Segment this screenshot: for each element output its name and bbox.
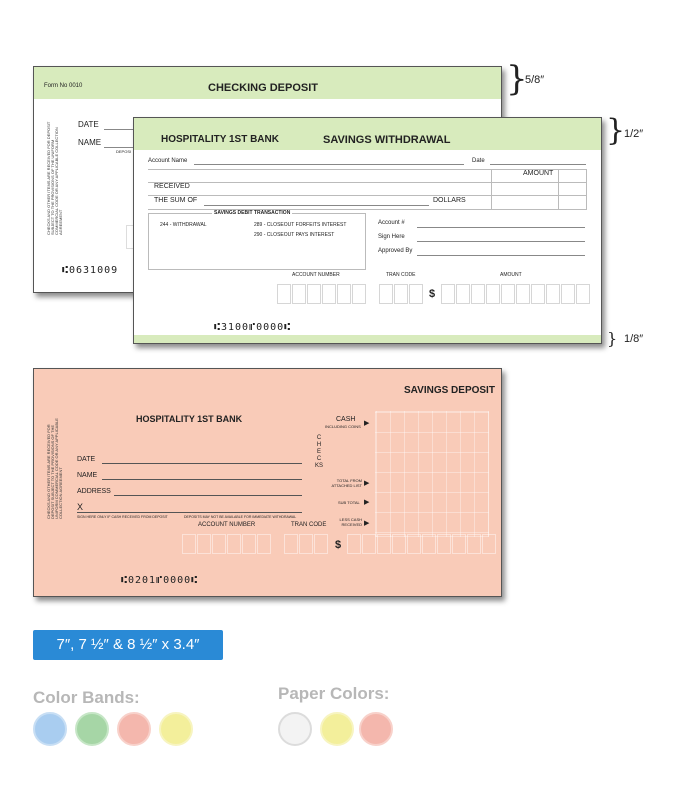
deposit-address-label: ADDRESS [77, 488, 111, 495]
sign-here-label: Sign Here [378, 234, 405, 240]
code-290: 290 - CLOSEOUT PAYS INTEREST [254, 232, 335, 238]
amount-boxes [441, 284, 591, 304]
subtotal-arrow-icon: ▶ [364, 499, 370, 506]
tran-code-boxes [379, 284, 424, 304]
withdrawal-bank-name: HOSPITALITY 1ST BANK [161, 134, 279, 145]
account-hash-line [417, 227, 585, 228]
checking-micr-line: ⑆0631009 [62, 265, 119, 276]
deposit-date-label: DATE [77, 456, 96, 463]
received-grid [148, 169, 587, 210]
top-band-brace: } [506, 59, 528, 99]
paper-color-swatch-yellow [320, 712, 354, 746]
withdrawal-dollar-sign: $ [429, 288, 436, 300]
color-band-swatch-blue [33, 712, 67, 746]
form-number: Form No 0010 [44, 83, 83, 89]
cash-label: CASH [336, 416, 356, 423]
deposit-date-line [102, 463, 302, 464]
deposit-dollar-sign: $ [335, 539, 342, 551]
sub-total-label: SUB TOTAL [338, 500, 360, 505]
deposit-side-text: CHECKS AND OTHER ITEMS ARE RECEIVED FOR DEPOSIT SUBJECT TO THE PROVISIONS OF THE UNIFORM COMMERCIAL CODE OR ANY APPLICABLE COLLECTION AGREEMENT [46, 418, 63, 519]
total-arrow-icon: ▶ [364, 480, 370, 487]
account-name-line [194, 164, 464, 165]
debit-transaction-title: SAVINGS DEBIT TRANSACTION [214, 210, 291, 216]
total-from-label: TOTAL FROM ATTACHED LIST [331, 478, 362, 488]
withdrawal-account-number-label: ACCOUNT NUMBER [292, 272, 340, 278]
checking-deposit-title: CHECKING DEPOSIT [208, 82, 319, 94]
mid-band-measure: 1/2″ [624, 128, 644, 140]
sign-here-line [417, 241, 585, 242]
deposit-tran-code-boxes [284, 534, 329, 554]
savings-deposit-bank-name: HOSPITALITY 1ST BANK [136, 414, 243, 424]
deposit-amount-boxes [347, 534, 497, 554]
sum-line [204, 205, 429, 206]
dollars-label: DOLLARS [433, 197, 466, 204]
withdrawal-date-label: Date [472, 158, 485, 164]
deposit-address-line [114, 495, 302, 496]
account-name-label: Account Name [148, 158, 188, 164]
deposit-tran-code-label: TRAN CODE [291, 522, 327, 528]
withdrawal-amount-label: AMOUNT [523, 170, 554, 177]
signature-x: X [77, 502, 84, 512]
color-band-swatch-pink [117, 712, 151, 746]
withdrawal-micr-line: ⑆3100⑈0000⑆ [214, 322, 292, 333]
size-badge [33, 630, 223, 660]
paper-colors-title: Paper Colors: [278, 684, 390, 703]
deposit-amount-grid [375, 411, 489, 537]
account-number-boxes [277, 284, 367, 304]
cash-arrow-icon: ▶ [364, 420, 370, 427]
withdrawal-bottom-band [134, 335, 601, 343]
cash-sub-label: INCLUDING COINS [325, 424, 361, 429]
less-cash-label: LESS CASH RECEIVED [339, 517, 362, 527]
checking-deposit-small-label: DEPOSI [116, 149, 132, 154]
savings-deposit-title: SAVINGS DEPOSIT [404, 385, 495, 396]
account-hash-label: Account # [378, 220, 405, 226]
deposit-name-label: NAME [77, 472, 98, 479]
sign-note: SIGN HERE ONLY IF CASH RECEIVED FROM DEPOSIT [77, 515, 168, 519]
withdrawal-tran-code-label: TRAN CODE [386, 272, 416, 278]
color-bands-title: Color Bands: [33, 688, 140, 707]
withdrawal-date-line [490, 164, 586, 165]
less-cash-arrow-icon: ▶ [364, 520, 370, 527]
sum-of-label: THE SUM OF [154, 197, 198, 204]
checks-vertical-label: CHECKS [315, 435, 324, 469]
color-band-swatch-yellow [159, 712, 193, 746]
deposit-micr-line: ⑆0201⑈0000⑆ [121, 575, 199, 586]
color-band-swatch-green [75, 712, 109, 746]
received-label: RECEIVED [154, 183, 190, 190]
code-244: 244 - WITHDRAWAL [160, 222, 207, 228]
approved-by-label: Approved By [378, 248, 413, 254]
approved-by-line [417, 255, 585, 256]
savings-withdrawal-slip [133, 117, 602, 344]
bottom-band-measure: 1/8″ [624, 333, 644, 345]
paper-color-swatch-white [278, 712, 312, 746]
checking-name-label: NAME [78, 138, 102, 147]
deposit-name-line [102, 479, 302, 480]
savings-deposit-slip [33, 368, 502, 597]
withdrawal-amount-small-label: AMOUNT [500, 272, 522, 278]
mid-band-brace: } [606, 113, 626, 148]
checking-side-text: CHECKS AND OTHER ITEMS ARE RECEIVED FOR DEPOSIT SUBJECT TO THE PROVISIONS OF THE UNIFORM COMMERCIAL CODE OR ANY APPLICABLE COLLECTION AGREEMENT [46, 121, 63, 235]
checking-date-label: DATE [78, 120, 99, 129]
deposit-account-number-label: ACCOUNT NUMBER [198, 522, 256, 528]
deposit-note: DEPOSITS MAY NOT BE AVAILABLE FOR IMMEDIATE WITHDRAWAL [184, 515, 297, 519]
top-band-measure: 5/8″ [525, 74, 545, 86]
signature-line [77, 512, 302, 513]
paper-color-swatch-pink [359, 712, 393, 746]
code-289: 289 - CLOSEOUT FORFEITS INTEREST [254, 222, 347, 228]
withdrawal-title: SAVINGS WITHDRAWAL [323, 134, 451, 146]
deposit-account-boxes [182, 534, 272, 554]
size-badge-text: 7″, 7 ½″ & 8 ½″ x 3.4″ [56, 636, 200, 653]
bottom-band-brace: } [607, 329, 618, 348]
